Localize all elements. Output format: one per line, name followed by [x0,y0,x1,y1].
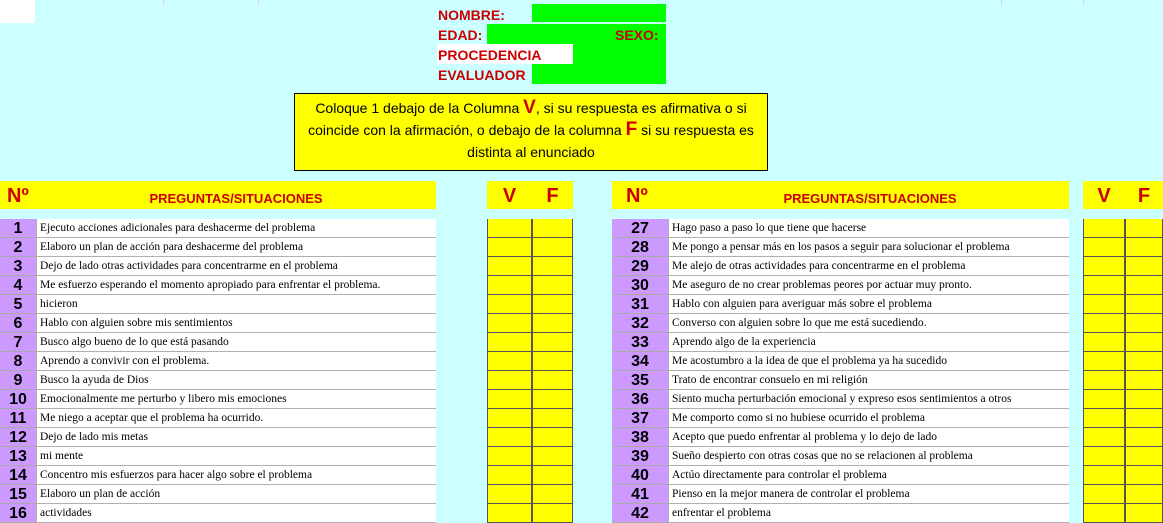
left-item-number: 5 [0,295,36,314]
left-answer-v-cell[interactable] [487,428,532,447]
left-answer-f-cell[interactable] [532,409,573,428]
left-answer-f-cell[interactable] [532,219,573,238]
table-row [0,333,1163,352]
left-item-number: 4 [0,276,36,295]
procedencia-field[interactable] [573,44,666,64]
left-item-question: mi mente [36,447,436,466]
left-item-question: Ejecuto acciones adicionales para deshacerme del problema [36,219,436,238]
right-item-question: Pienso en la mejor manera de controlar el problema [668,485,1069,504]
right-item-number: 28 [612,238,668,257]
right-item-question: Aprendo algo de la experiencia [668,333,1069,352]
right-answer-v-cell[interactable] [1083,314,1125,333]
right-v-header: V [1097,185,1111,207]
left-item-number: 16 [0,504,36,523]
left-item-question: Elaboro un plan de acción para deshacerme del problema [36,238,436,257]
right-item-question: Me acostumbro a la idea de que el problema ya ha sucedido [668,352,1069,371]
left-item-question: Elaboro un plan de acción [36,485,436,504]
right-answer-f-cell[interactable] [1125,371,1163,390]
right-answer-f-cell[interactable] [1125,504,1163,523]
edad-field[interactable] [487,24,573,44]
table-row [0,276,1163,295]
right-answer-v-cell[interactable] [1083,276,1125,295]
table-row [0,314,1163,333]
right-num-header: Nº [626,185,648,207]
left-item-question: Busco algo bueno de lo que está pasando [36,333,436,352]
right-item-question: Sueño despierto con otras cosas que no se relacionen al problema [668,447,1069,466]
left-item-number: 13 [0,447,36,466]
nombre-field[interactable] [532,4,666,22]
right-item-number: 33 [612,333,668,352]
right-answer-v-cell[interactable] [1083,371,1125,390]
right-item-question: Siento mucha perturbación emocional y expreso esos sentimientos a otros [668,390,1069,409]
evaluador-label: EVALUADOR [438,67,526,83]
left-answer-f-cell[interactable] [532,466,573,485]
right-answer-v-cell[interactable] [1083,428,1125,447]
right-item-number: 38 [612,428,668,447]
left-item-number: 9 [0,371,36,390]
left-item-number: 6 [0,314,36,333]
instructions-v: V [523,97,536,118]
right-item-number: 30 [612,276,668,295]
right-answer-v-cell[interactable] [1083,409,1125,428]
right-item-number: 31 [612,295,668,314]
left-answer-v-cell[interactable] [487,257,532,276]
right-item-question: Converso con alguien sobre lo que me está sucediendo. [668,314,1069,333]
right-answer-f-cell[interactable] [1125,333,1163,352]
table-row [0,466,1163,485]
table-row [0,219,1163,238]
right-item-question: Me aseguro de no crear problemas peores por actuar muy pronto. [668,276,1069,295]
left-answer-v-cell[interactable] [487,352,532,371]
right-answer-f-cell[interactable] [1125,257,1163,276]
table-row [0,447,1163,466]
table-row [0,485,1163,504]
right-item-question: Acepto que puedo enfrentar al problema y lo dejo de lado [668,428,1069,447]
right-answer-f-cell[interactable] [1125,276,1163,295]
procedencia-label: PROCEDENCIA [438,47,542,63]
left-item-number: 8 [0,352,36,371]
right-item-number: 36 [612,390,668,409]
left-answer-f-cell[interactable] [532,428,573,447]
right-questions-header: PREGUNTAS/SITUACIONES [783,191,957,206]
column-gridline [258,0,259,6]
left-item-question: hicieron [36,295,436,314]
right-item-number: 40 [612,466,668,485]
table-row [0,390,1163,409]
table-row [0,409,1163,428]
left-item-question: Me esfuerzo esperando el momento apropiado para enfrentar el problema. [36,276,436,295]
left-v-header: V [502,185,517,207]
right-item-number: 27 [612,219,668,238]
left-answer-v-cell[interactable] [487,485,532,504]
instructions-text-3: si su respuesta es distinta al enunciado [467,122,754,160]
left-item-question: Hablo con alguien sobre mis sentimientos [36,314,436,333]
right-item-number: 39 [612,447,668,466]
left-item-number: 2 [0,238,36,257]
left-answer-f-cell[interactable] [532,238,573,257]
instructions-box [294,93,768,171]
right-answer-v-cell[interactable] [1083,295,1125,314]
instructions-text-1: Coloque 1 debajo de la Columna [315,100,524,116]
right-answer-v-cell[interactable] [1083,352,1125,371]
left-answer-v-cell[interactable] [487,409,532,428]
left-item-question: Me niego a aceptar que el problema ha ocurrido. [36,409,436,428]
left-answer-v-cell[interactable] [487,390,532,409]
sexo-label: SEXO: [615,27,659,43]
left-item-question: Aprendo a convivir con el problema. [36,352,436,371]
left-answer-v-cell[interactable] [487,466,532,485]
column-gridline [163,0,164,6]
table-row [0,504,1163,523]
left-answer-v-cell[interactable] [487,238,532,257]
right-answer-f-cell[interactable] [1125,219,1163,238]
left-answer-v-cell[interactable] [487,504,532,523]
right-answer-v-cell[interactable] [1083,238,1125,257]
left-answer-f-cell[interactable] [532,295,573,314]
left-answer-v-cell[interactable] [487,447,532,466]
left-item-number: 3 [0,257,36,276]
right-answer-f-cell[interactable] [1125,428,1163,447]
right-item-question: enfrentar el problema [668,504,1069,523]
left-item-question: Emocionalmente me perturbo y libero mis emociones [36,390,436,409]
left-item-number: 15 [0,485,36,504]
left-answer-v-cell[interactable] [487,333,532,352]
instructions-f: F [625,119,638,140]
right-answer-f-cell[interactable] [1125,314,1163,333]
left-item-question: actividades [36,504,436,523]
table-row [0,428,1163,447]
table-row [0,238,1163,257]
right-item-question: Me pongo a pensar más en los pasos a seguir para solucionar el problema [668,238,1069,257]
edad-label: EDAD: [438,27,483,43]
left-answer-f-cell[interactable] [532,390,573,409]
left-answer-v-cell[interactable] [487,371,532,390]
table-row [0,352,1163,371]
right-answer-v-cell[interactable] [1083,447,1125,466]
right-answer-f-cell[interactable] [1125,352,1163,371]
left-item-question: Dejo de lado mis metas [36,428,436,447]
left-answer-f-cell[interactable] [532,352,573,371]
right-item-number: 32 [612,314,668,333]
nombre-label: NOMBRE: [438,7,505,23]
right-answer-v-cell[interactable] [1083,504,1125,523]
right-item-question: Actúo directamente para controlar el problema [668,466,1069,485]
right-answer-v-cell[interactable] [1083,219,1125,238]
left-item-number: 11 [0,409,36,428]
right-item-number: 35 [612,371,668,390]
column-gridline [1001,0,1002,6]
right-answer-v-cell[interactable] [1083,466,1125,485]
column-gridline [1083,0,1084,6]
left-answer-v-cell[interactable] [487,314,532,333]
left-item-question: Concentro mis esfuerzos para hacer algo sobre el problema [36,466,436,485]
right-item-number: 34 [612,352,668,371]
sheet-corner-cell[interactable] [0,0,35,23]
instructions-text-2: , si su respuesta es afirmativa o si coincide con la afirmación, o debajo de la columna [308,100,747,138]
left-answer-f-cell[interactable] [532,257,573,276]
left-item-number: 1 [0,219,36,238]
left-item-number: 7 [0,333,36,352]
right-item-question: Hablo con alguien para averiguar más sobre el problema [668,295,1069,314]
left-f-header: F [546,185,559,207]
left-answer-v-cell[interactable] [487,219,532,238]
left-answer-f-cell[interactable] [532,333,573,352]
left-answer-f-cell[interactable] [532,276,573,295]
right-answer-v-cell[interactable] [1083,333,1125,352]
left-answer-v-cell[interactable] [487,276,532,295]
right-item-number: 29 [612,257,668,276]
left-answer-f-cell[interactable] [532,485,573,504]
left-item-number: 12 [0,428,36,447]
right-answer-f-cell[interactable] [1125,390,1163,409]
right-answer-v-cell[interactable] [1083,257,1125,276]
right-f-header: F [1137,185,1151,207]
left-answer-v-cell[interactable] [487,295,532,314]
right-answer-f-cell[interactable] [1125,447,1163,466]
right-answer-f-cell[interactable] [1125,409,1163,428]
left-answer-f-cell[interactable] [532,371,573,390]
right-answer-v-cell[interactable] [1083,485,1125,504]
right-item-question: Me alejo de otras actividades para concentrarme en el problema [668,257,1069,276]
right-item-question: Trato de encontrar consuelo en mi religión [668,371,1069,390]
table-row [0,295,1163,314]
left-answer-f-cell[interactable] [532,447,573,466]
right-answer-f-cell[interactable] [1125,295,1163,314]
left-questions-header: PREGUNTAS/SITUACIONES [149,191,323,206]
evaluador-field[interactable] [532,64,666,84]
left-item-number: 10 [0,390,36,409]
left-item-number: 14 [0,466,36,485]
right-answer-f-cell[interactable] [1125,466,1163,485]
right-answer-f-cell[interactable] [1125,485,1163,504]
right-item-question: Hago paso a paso lo que tiene que hacerse [668,219,1069,238]
table-row [0,371,1163,390]
left-answer-f-cell[interactable] [532,314,573,333]
right-item-question: Me comporto como si no hubiese ocurrido el problema [668,409,1069,428]
right-answer-v-cell[interactable] [1083,390,1125,409]
right-item-number: 41 [612,485,668,504]
left-num-header: Nº [7,185,29,207]
left-item-question: Dejo de lado otras actividades para concentrarme en el problema [36,257,436,276]
table-row [0,257,1163,276]
right-item-number: 37 [612,409,668,428]
left-answer-f-cell[interactable] [532,504,573,523]
right-answer-f-cell[interactable] [1125,238,1163,257]
left-item-question: Busco la ayuda de Dios [36,371,436,390]
right-item-number: 42 [612,504,668,523]
